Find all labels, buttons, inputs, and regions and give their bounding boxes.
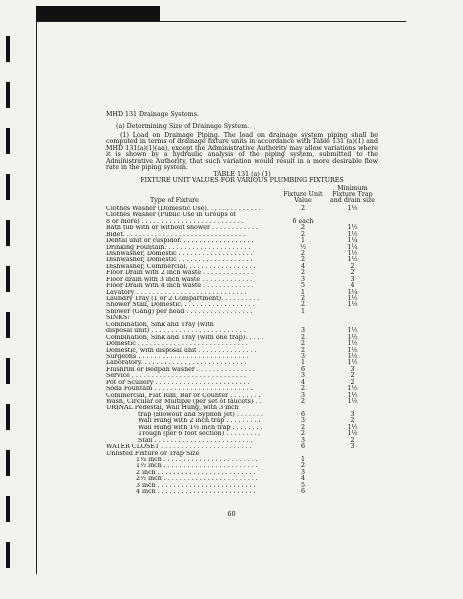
fixture-unit-value: 3 [300,391,305,399]
fixture-name: Wall Hung with 1½ inch trap . . . . . . . . [138,424,263,431]
table-title: TABLE 131 (a) (1) [213,170,271,178]
column-header-trap: Minimum Fixture Trap and drain size [330,184,375,205]
fixture-name: Stall . . . . . . . . . . . . . . . . . . . . . . . . . [138,437,253,444]
trap-drain-size: 2 [350,262,355,270]
fixture-unit-value: 3 [300,468,305,476]
fixture-name: Floor Drain with 4 inch waste . . . . . . . . . . . . . [106,283,254,290]
fixture-name: Wall Hung with 2 inch trap . . . . . . . . . [138,418,261,425]
fixture-unit-value: 2 [300,346,305,354]
trap-drain-size: 2 [350,269,355,277]
section-heading: MHD 131 Drainage Systems. [106,111,199,118]
fixture-unit-value: 2 [300,398,305,406]
fixture-name: Trough (per 6 foot section) . . . . . . . . . [138,431,261,438]
fixture-name: Surgeons . . . . . . . . . . . . . . . . . . . . . . . . . . . . [106,353,249,360]
binder-hole-mark [6,312,10,338]
fixture-unit-value: 1 [300,307,305,315]
fixture-name: Pot or Scullery . . . . . . . . . . . . . . . . . . . . . . . . [106,379,250,386]
fixture-unit-value: 1 [300,288,305,296]
fixture-name: Unlisted Fixture or Trap Size [106,450,200,457]
fixture-name: SINKS: [106,315,130,322]
column-header-unit: Fixture Unit Value [283,190,323,205]
fixture-unit-value: 6 each [292,217,314,225]
fixture-name: Bath tub with or without shower . . . . . . . . . . . . [106,225,258,232]
fixture-unit-value: 5 [300,282,305,290]
fixture-name: Commercial, Flat Rim, Bar or Counter . . . . . . . . [106,392,261,399]
fixture-name: Dental unit or cuspidor. . . . . . . . . . . . . . . . . . . [106,238,254,245]
trap-drain-size: 1½ [347,346,358,354]
binder-hole-mark [6,266,10,292]
fixture-unit-value: 2 [300,423,305,431]
fixture-name: 2½ inch . . . . . . . . . . . . . . . . . . . . . . . . [136,476,258,483]
trap-drain-size: 1½ [347,430,358,438]
fixture-name: Wash, Circular or Multiple (per set of faucets) . . [106,399,262,406]
trap-drain-size: 1½ [347,398,358,406]
column-header-fixture: Type of Fixture [150,197,199,205]
fixture-unit-value: 2 [300,295,305,303]
fixture-name: Domestic . . . . . . . . . . . . . . . . . . . . . . . . . . . . [106,341,248,348]
trap-drain-size: 1¼ [347,237,358,245]
frame-left-rule [36,21,37,574]
binder-hole-mark [6,82,10,108]
fixture-table [106,206,378,496]
fixture-unit-value: 4 [300,378,305,386]
fixture-unit-value: 1 [300,359,305,367]
frame-top-rule [36,21,406,22]
trap-drain-size: 1½ [347,224,358,232]
fixture-unit-value: 2 [300,340,305,348]
fixture-unit-value: 4 [300,262,305,270]
body-paragraph: (1) Load on Drainage Piping. The load on drainage system piping shall be computed in terms of drainage fixture units in accordance with Table 131 (a)(1) and MHD 131(a)(1)(aa), except the Administrative Authority may allow variations where it is shown by a hydraulic analysis of the piping system, submitted to the Administrative Authority, that such variation would result in a more desirable flow rate in the piping system. [106,131,378,172]
trap-drain-size: 1½ [347,204,358,212]
fixture-unit-value: 2 [300,230,305,238]
table-row [106,489,378,495]
trap-drain-size: 1½ [347,391,358,399]
fixture-unit-value: ½ [299,243,307,251]
page-number: 60 [227,510,236,518]
fixture-name: 8 or more) . . . . . . . . . . . . . . . . . . . . . . . . . . [106,218,244,225]
trap-drain-size: 2 [350,378,355,386]
fixture-name: Combination, Sink and Tray (with one trap). . . . . [106,334,264,341]
binder-hole-mark [6,36,10,62]
fixture-unit-value: 2 [300,333,305,341]
fixture-name: Combination, Sink and Tray (with [106,321,214,328]
fixture-name: 1½ inch . . . . . . . . . . . . . . . . . . . . . . . . [136,463,258,470]
fixture-unit-value: 3 [300,275,305,283]
trap-drain-size [327,489,378,495]
fixture-name: Domestic, with disposal unit . . . . . . . . . . . . . . . [106,347,257,354]
trap-drain-size: 1½ [347,423,358,431]
trap-drain-size: 3 [350,410,355,418]
binder-hole-mark [6,220,10,246]
trap-drain-size: 4 [350,282,355,290]
fixture-name: Bidet. . . . . . . . . . . . . . . . . . . . . . . . . . . . . . . [106,231,246,238]
fixture-name: Dishwasher, Domestic . . . . . . . . . . . . . . . . . . . [106,250,253,257]
trap-drain-size: 1½ [347,385,358,393]
binder-hole-mark [6,128,10,154]
trap-drain-size: 1½ [347,295,358,303]
fixture-name: Floor drain with 3 inch waste . . . . . . . . . . . . . [106,276,253,283]
fixture-name: Shower Stall, Domestic. . . . . . . . . . . . . . . . . . . [106,302,255,309]
fixture-name: Floor Drain with 2 inch waste . . . . . . . . . . . . . [106,270,254,277]
trap-drain-size: 1½ [347,359,358,367]
fixture-unit-value: 2 [300,269,305,277]
fixture-unit-value: 3 [300,436,305,444]
fixture-name: Shower (Gang) per head . . . . . . . . . . . . . . . . . [106,308,253,315]
trap-drain-size: 3 [350,443,355,451]
fixture-name: Flushrim or Bedpan washer . . . . . . . . . . . . . . . [106,366,255,373]
fixture-unit-value: 2 [300,256,305,264]
trap-drain-size: 1¼ [347,288,358,296]
fixture-name: Drinking Fountain. . . . . . . . . . . . . . . . . . . . . . [106,244,251,251]
trap-drain-size: 1½ [347,340,358,348]
trap-drain-size: 1½ [347,256,358,264]
fixture-name: Dishwasher, Domestic . . . . . . . . . . . . . . . . . . . [106,257,253,264]
fixture-unit-value: 3 [300,417,305,425]
binder-hole-mark [6,174,10,200]
fixture-name: 2 inch . . . . . . . . . . . . . . . . . . . . . . . . . [136,469,256,476]
fixture-unit-value: 6 [300,365,305,373]
fixture-unit-value: 2 [300,249,305,257]
trap-drain-size: 3 [350,365,355,373]
trap-drain-size: 1½ [347,249,358,257]
table-column-headers [106,186,378,205]
fixture-unit-value: 3 [300,372,305,380]
fixture-unit-value: 2 [300,224,305,232]
fixture-unit-value: 3 [300,352,305,360]
fixture-unit-value: 6 [300,443,305,451]
table-subtitle: FIXTURE UNIT VALUES FOR VARIOUS PLUMBING FIXTURES [140,177,344,185]
document-body [106,112,378,496]
fixture-name: Laundry Tray (1 or 2 Compartment). . . . . . . . . . [106,296,260,303]
fixture-unit-value: 2 [300,385,305,393]
fixture-name: trap (Blowout and Syphon Jet) . . . . . . . [138,411,263,418]
fixture-name: WATER CLOSET . . . . . . . . . . . . . . . . . . . . . . . [106,444,252,451]
binder-hole-mark [6,450,10,476]
trap-drain-size: 1½ [347,301,358,309]
fixture-name: Laboratory. . . . . . . . . . . . . . . . . . . . . . . . . . . [106,360,247,367]
trap-drain-size: 2 [350,417,355,425]
fixture-name: URINAL Pedestal, Wall Hung, with 3 inch [106,405,239,412]
trap-drain-size: 1½ [347,327,358,335]
fixture-name: disposal unit) . . . . . . . . . . . . . . . . . . . . . . . . [106,328,246,335]
trap-drain-size: 1½ [347,230,358,238]
fixture-name: Clothes Washer (Domestic Use). . . . . . . . . . . . . . [106,205,261,212]
fixture-name: Soda Fountain . . . . . . . . . . . . . . . . . . . . . . . . . [106,386,253,393]
trap-drain-size: 2 [350,372,355,380]
trap-drain-size: 3 [350,275,355,283]
fixture-name: Clothes Washer (Public Use in Groups of [106,212,236,219]
fixture-name: 4 inch . . . . . . . . . . . . . . . . . . . . . . . . . [136,489,256,496]
fixture-unit-value: 5 [300,481,305,489]
fixture-unit-value: 6 [300,410,305,418]
fixture-name: Lavatory . . . . . . . . . . . . . . . . . . . . . . . . . . . . [106,289,247,296]
fixture-unit-value: 2 [300,204,305,212]
binder-hole-mark [6,542,10,568]
trap-drain-size: 2 [350,436,355,444]
fixture-unit-value: 3 [300,327,305,335]
fixture-name: Dishwasher, Commercial. . . . . . . . . . . . . . . . . . [106,263,256,270]
subsection-heading: (a) Determining Size of Drainage System. [116,123,250,131]
fixture-name: 3 inch . . . . . . . . . . . . . . . . . . . . . . . . . [136,482,256,489]
trap-drain-size: 1½ [347,352,358,360]
fixture-unit-value: 6 [300,488,305,496]
trap-drain-size: 1¼ [347,243,358,251]
fixture-name: Service . . . . . . . . . . . . . . . . . . . . . . . . . . . . . [106,373,246,380]
trap-drain-size: 1½ [347,333,358,341]
binder-hole-mark [6,404,10,430]
fixture-unit-value: 2 [300,462,305,470]
binder-hole-mark [6,496,10,522]
fixture-unit-value: 2 [300,430,305,438]
fixture-unit-value: 1 [300,237,305,245]
fixture-unit-value: 4 [300,475,305,483]
binder-hole-mark [6,358,10,384]
fixture-unit-value: 1 [300,455,305,463]
fixture-unit-value: 2 [300,301,305,309]
header-bar [36,6,160,21]
fixture-name: 1¼ inch . . . . . . . . . . . . . . . . . . . . . . . . [136,456,258,463]
